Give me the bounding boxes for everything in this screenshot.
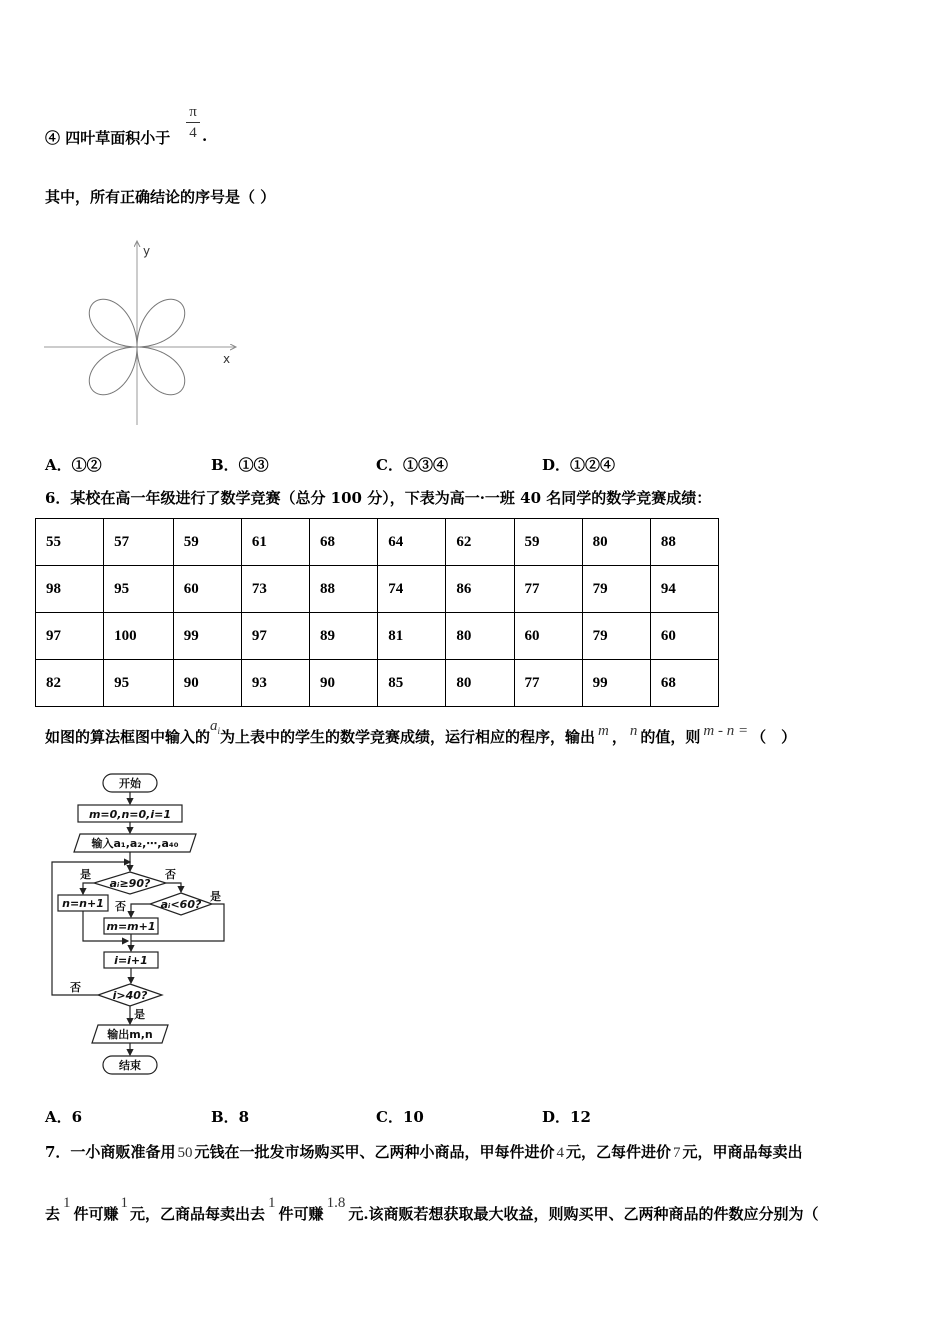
table-cell: 77 <box>514 566 582 613</box>
table-cell: 90 <box>173 660 241 707</box>
m-inc-label: m=m+1 <box>106 920 156 933</box>
init-label: m=0,n=0,i=1 <box>88 808 172 821</box>
table-cell: 89 <box>310 613 378 660</box>
q7-profit: 1.8 <box>326 1195 346 1211</box>
table-cell: 97 <box>241 613 309 660</box>
q7-text-1d: 元，甲商品每卖出 <box>682 1143 803 1161</box>
table-cell: 99 <box>173 613 241 660</box>
table-cell: 80 <box>446 613 514 660</box>
q6-title: 6．某校在高一年级进行了数学竞赛（总分 100 分），下表为高一·一班 40 名同学的数学竞赛成绩： <box>45 489 712 507</box>
table-cell: 95 <box>104 566 174 613</box>
table-cell: 68 <box>650 660 718 707</box>
algorithm-flowchart <box>40 768 240 1078</box>
table-cell: 60 <box>514 613 582 660</box>
four-leaf-clover-graph <box>40 235 280 435</box>
table-cell: 73 <box>241 566 309 613</box>
table-cell: 62 <box>446 519 514 566</box>
table-cell: 88 <box>650 519 718 566</box>
table-cell: 77 <box>514 660 582 707</box>
end-label: 结束 <box>119 1059 141 1072</box>
table-cell: 68 <box>310 519 378 566</box>
pi-over-4-fraction <box>186 104 200 141</box>
q6-text <box>45 718 797 748</box>
table-cell: 61 <box>241 519 309 566</box>
cond3-yes-label: 是 <box>134 1008 145 1021</box>
table-cell: 100 <box>104 613 174 660</box>
q6-option-a: A．6 <box>45 1108 83 1126</box>
table-cell: 80 <box>582 519 650 566</box>
q5-option-b: B．①③ <box>211 456 269 474</box>
item-4 <box>45 127 170 148</box>
q5-option-d: D．①②④ <box>542 456 616 474</box>
table-cell: 60 <box>173 566 241 613</box>
q6-option-c: C．10 <box>376 1108 424 1126</box>
q5-option-c: C．①③④ <box>376 456 448 474</box>
table-cell: 55 <box>36 519 104 566</box>
q7-text-2b: 件可赚 <box>73 1205 119 1223</box>
item-4-text: ④ 四叶草面积小于 <box>45 129 171 147</box>
frac-denominator: 4 <box>189 125 197 141</box>
q6-text-part2: 为上表中的学生的数学竞赛成绩，运行相应的程序，输出 <box>220 728 596 746</box>
table-cell: 79 <box>582 613 650 660</box>
table-cell: 59 <box>514 519 582 566</box>
q6-option-d: D．12 <box>542 1108 591 1126</box>
ai-symbol: $a_i$ <box>210 718 221 736</box>
cond3-no-label: 否 <box>70 981 81 994</box>
q7-text-1b: 元钱在一批发市场购买甲、乙两种小商品，甲每件进价 <box>194 1143 555 1161</box>
q7-text-1a: 7．一小商贩准备用 <box>45 1143 176 1161</box>
score-table <box>35 518 719 707</box>
score-table-body <box>36 519 719 707</box>
table-row <box>36 566 719 613</box>
table-cell: 64 <box>378 519 446 566</box>
table-cell: 57 <box>104 519 174 566</box>
q7-text-1c: 元，乙每件进价 <box>565 1143 671 1161</box>
frac-bar <box>186 122 200 123</box>
q7-price-yi: 7 <box>672 1145 681 1161</box>
start-label: 开始 <box>119 777 141 790</box>
table-cell: 99 <box>582 660 650 707</box>
frac-numerator: π <box>189 104 197 120</box>
q7-text-2d: 件可赚 <box>278 1205 324 1223</box>
n-inc-label: n=n+1 <box>62 897 104 910</box>
table-cell: 93 <box>241 660 309 707</box>
cond2-label: aᵢ<60? <box>160 898 202 911</box>
table-cell: 86 <box>446 566 514 613</box>
q7-one-3: 1 <box>268 1195 276 1211</box>
table-cell: 80 <box>446 660 514 707</box>
q5-option-a: A．①② <box>45 456 102 474</box>
q6-text-part4: （ ） <box>751 728 797 746</box>
table-cell: 95 <box>104 660 174 707</box>
q6-option-b: B．8 <box>211 1108 250 1126</box>
input-label: 输入a₁,a₂,⋯,a₄₀ <box>91 837 179 850</box>
cond1-no-label: 否 <box>165 868 176 881</box>
q6-text-part1: 如图的算法框图中输入的 <box>45 728 211 746</box>
cond2-no-label: 否 <box>115 900 126 913</box>
table-cell: 60 <box>650 613 718 660</box>
table-cell: 85 <box>378 660 446 707</box>
q7-one-2: 1 <box>120 1195 129 1211</box>
q7-text-2e: 元.该商贩若想获取最大收益，则购买甲、乙两种商品的件数应分别为（ <box>348 1205 819 1223</box>
table-cell: 59 <box>173 519 241 566</box>
item-4-suffix: . <box>202 127 208 145</box>
q6-text-part3: 的值，则 <box>640 728 701 746</box>
q6-comma: ， <box>611 728 627 746</box>
m-symbol: m <box>598 723 609 739</box>
table-cell: 88 <box>310 566 378 613</box>
table-cell: 81 <box>378 613 446 660</box>
q7-line2 <box>45 1195 819 1224</box>
i-inc-label: i=i+1 <box>114 954 148 967</box>
cond1-yes-label: 是 <box>80 868 91 881</box>
q7-line1 <box>45 1141 803 1162</box>
table-row <box>36 660 719 707</box>
cond2-yes-label: 是 <box>210 890 221 903</box>
y-axis-label: y <box>143 244 151 258</box>
table-cell: 79 <box>582 566 650 613</box>
table-cell: 82 <box>36 660 104 707</box>
m-minus-n-expr: m - n = <box>703 723 749 739</box>
output-label: 输出m,n <box>107 1028 153 1041</box>
table-row <box>36 519 719 566</box>
n-symbol: n <box>629 723 638 739</box>
table-row <box>36 613 719 660</box>
table-cell: 74 <box>378 566 446 613</box>
q7-money: 50 <box>177 1145 193 1161</box>
q7-price-jia: 4 <box>556 1145 564 1161</box>
table-cell: 94 <box>650 566 718 613</box>
q7-text-2c: 元，乙商品每卖出去 <box>130 1205 266 1223</box>
q5-stem: 其中，所有正确结论的序号是（ ） <box>45 188 276 206</box>
cond3-label: i>40? <box>112 989 148 1002</box>
x-axis-label: x <box>223 352 231 366</box>
table-cell: 97 <box>36 613 104 660</box>
table-cell: 90 <box>310 660 378 707</box>
q7-text-2a: 去 <box>45 1205 61 1223</box>
table-cell: 98 <box>36 566 104 613</box>
q7-one-1: 1 <box>63 1195 71 1211</box>
cond1-label: aᵢ≥90? <box>109 877 151 890</box>
